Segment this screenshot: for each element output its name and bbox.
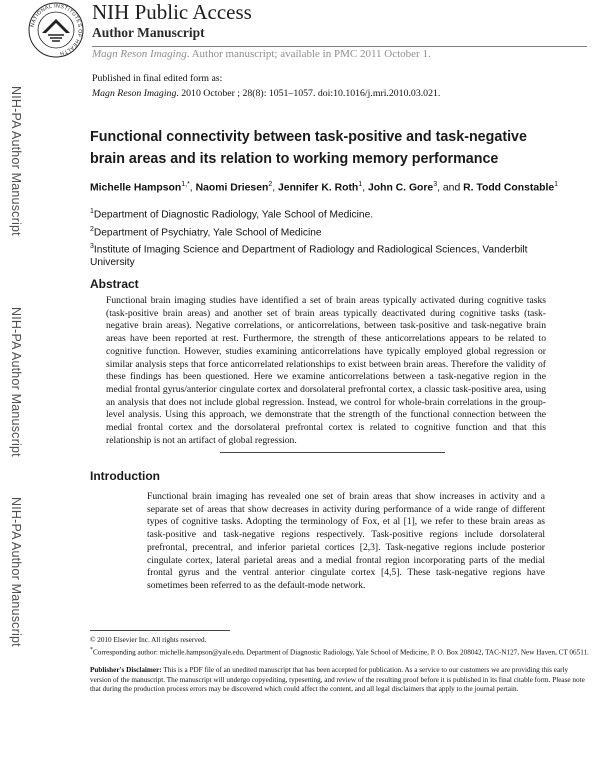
- author-affiliation-marker: 1: [554, 181, 559, 188]
- corresponding-author-text: Corresponding author: michelle.hampson@yale.edu, Department of Diagnostic Radiology, Yale School of Medicine, P. O. Box 208042, TAC-N127, New Haven, CT 06511.: [93, 648, 589, 657]
- author-list: [90, 178, 560, 194]
- header-availability-text: . Author manuscript; available in PMC 2011 October 1.: [186, 48, 431, 60]
- abstract-divider: [220, 452, 445, 453]
- affiliation-marker: 1: [90, 208, 94, 215]
- affiliation-1: [90, 206, 560, 222]
- affiliation-2: [90, 224, 560, 240]
- sidebar-label-middle: NIH-PA Author Manuscript: [9, 307, 23, 457]
- published-citation-text: . 2010 October ; 28(8): 1051–1057. doi:10.1016/j.mri.2010.03.021.: [176, 88, 441, 99]
- author-affiliation-marker: 2: [268, 181, 273, 188]
- header-title: NIH Public Access: [92, 0, 252, 24]
- author-separator: ,: [362, 182, 368, 194]
- affiliation-marker: 2: [90, 226, 94, 233]
- author-affiliation-marker: 1: [358, 181, 363, 188]
- published-citation: [92, 88, 440, 99]
- introduction-body: Functional brain imaging has revealed one set of brain areas that show increases in activity and a separate set of areas that show decreases in activity during performance of a wide range of different types of cognitive tasks. Adopting the terminology of Fox, et al [1], we refer to these brain areas as task-positive and task-negative regions respectively. Task-positive regions include dorsolateral prefrontal, precentral, and inferior parietal cortices [2,3]. Task-negative regions include posterior cingulate cortex, lateral parietal areas and a medial frontal region incorporating parts of the medial frontal gyrus and the ventral anterior cingulate cortex [4,5]. These task-negative regions have sometimes been referred to as the default-mode network.: [147, 491, 545, 591]
- header-journal-name: Magn Reson Imaging: [92, 48, 187, 60]
- disclaimer-label: Publisher's Disclaimer:: [90, 666, 162, 674]
- sidebar-label-bottom: NIH-PA Author Manuscript: [9, 497, 23, 647]
- article-title: Functional connectivity between task-positive and task-negative brain areas and its relation to working memory performance: [90, 129, 527, 167]
- copyright-note: © 2010 Elsevier Inc. All rights reserved.: [90, 636, 207, 644]
- published-journal: Magn Reson Imaging: [92, 88, 177, 99]
- author-name: Michelle Hampson: [90, 182, 182, 194]
- corresponding-author-note: [90, 646, 590, 658]
- author-separator: ,: [189, 182, 196, 194]
- author-affiliation-marker: 1,*: [181, 181, 190, 188]
- affiliation-text: Institute of Imaging Science and Department of Radiology and Radiological Sciences, Vanderbilt University: [90, 244, 528, 268]
- header-divider: [92, 46, 587, 47]
- affiliation-text: Department of Psychiatry, Yale School of Medicine: [93, 227, 322, 239]
- author-separator: ,: [272, 182, 279, 194]
- published-label: Published in final edited form as:: [92, 73, 223, 84]
- footnote-divider: [90, 630, 230, 631]
- seal-ring-text: NATIONAL INSTITUTES OF HEALTH: [29, 3, 83, 57]
- nih-seal-logo: [28, 2, 84, 58]
- author-name: Naomi Driesen: [195, 182, 269, 194]
- author-affiliation-marker: 3: [433, 181, 438, 188]
- affiliation-text: Department of Diagnostic Radiology, Yale School of Medicine.: [93, 209, 374, 221]
- disclaimer-text: This is a PDF file of an unedited manuscript that has been accepted for publication. As a service to our customers we are providing this early version of the manuscript. The manuscript will undergo copyediting, typesetting, and review of the resulting proof before it is published in its final citable form. Please note that during the production process errors may be discovered which could affect the content, and all legal disclaimers that apply to the journal pertain.: [90, 666, 585, 693]
- affiliation-3: [90, 241, 560, 269]
- author-name: Jennifer K. Roth: [278, 182, 359, 194]
- introduction-heading: Introduction: [90, 469, 160, 483]
- sidebar-label-top: NIH-PA Author Manuscript: [9, 86, 23, 236]
- abstract-heading: Abstract: [90, 277, 139, 291]
- header-subtitle: Author Manuscript: [92, 25, 205, 40]
- footnote-marker: *: [90, 647, 93, 653]
- publisher-disclaimer: [90, 666, 590, 695]
- author-separator: , and: [437, 182, 464, 194]
- affiliation-marker: 3: [90, 243, 94, 250]
- author-name: R. Todd Constable: [463, 182, 555, 194]
- header-availability: [92, 48, 431, 60]
- abstract-body: Functional brain imaging studies have identified a set of brain areas typically activated during cognitive tasks (task-positive brain areas) and another set of brain areas typically deactivated during cognitive tasks (task-negative brain areas). Negative correlations, or anticorrelations, between task-positive and task-negative brain areas have been reported at rest. Furthermore, the strength of these anticorrelations appears to be related to cognitive function. However, studies examining anticorrelations have typically employed global regression or similar analysis steps that force anticorrelated relationships to exist between brain areas. Therefore the validity of these findings has been questioned. Here we examine anticorrelations between a task-negative region in the medial frontal gyrus/anterior cingulate cortex and dorsolateral prefrontal cortex, a classic task-positive area, using an analysis that does not include global regression. Instead, we control for whole-brain correlations in the group-level analysis. Using this approach, we demonstrate that the strength of the functional connection between the medial frontal cortex and the dorsolateral prefrontal cortex is related to cognitive function and that this relationship is not an artifact of global regression.: [106, 295, 546, 446]
- author-name: John C. Gore: [367, 182, 434, 194]
